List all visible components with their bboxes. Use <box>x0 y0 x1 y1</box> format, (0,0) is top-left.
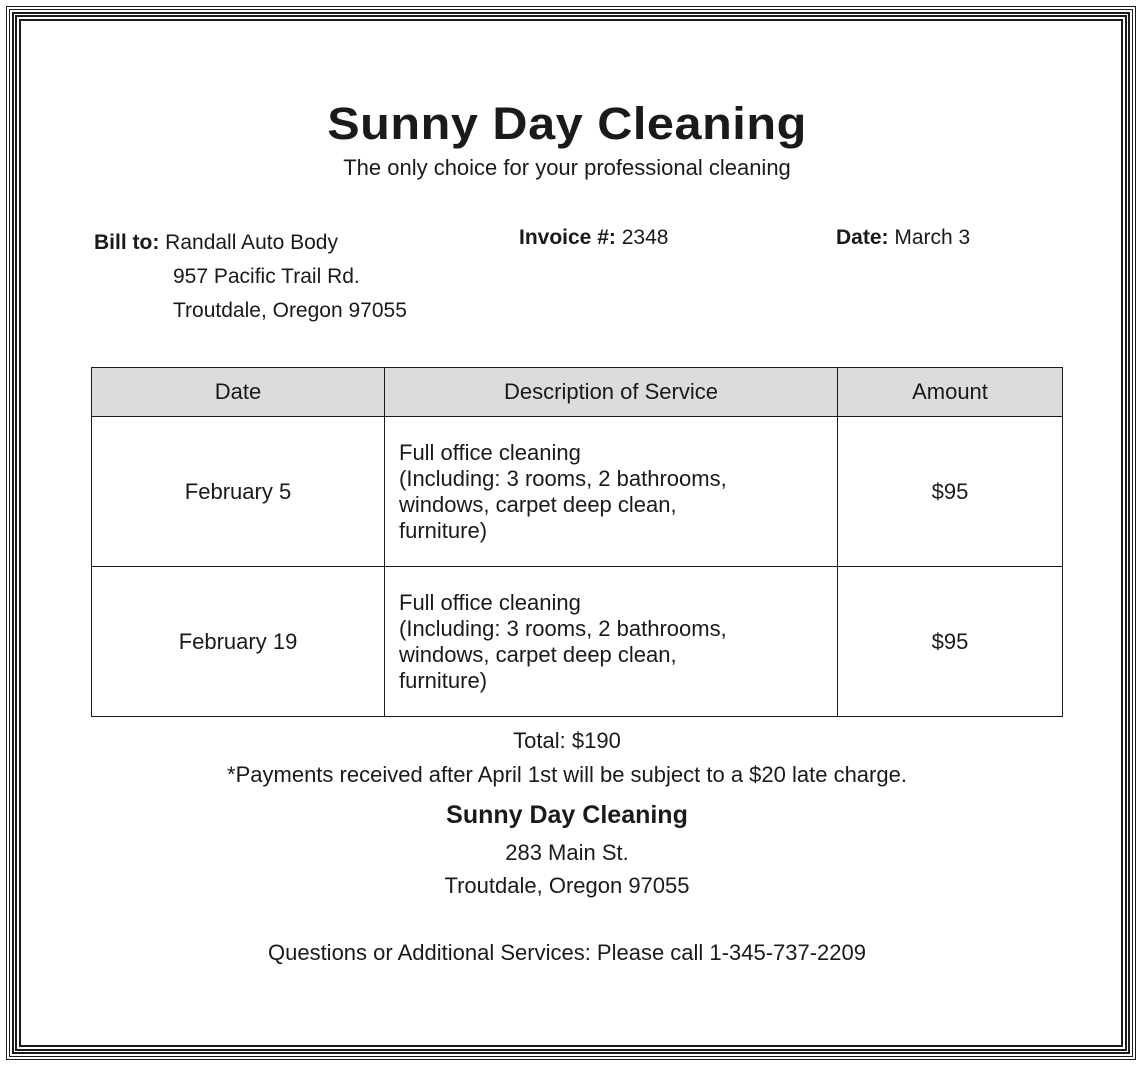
description-line: furniture) <box>399 517 488 543</box>
invoice-value: 2348 <box>621 226 669 249</box>
invoice-total: Total: $190 <box>513 728 621 753</box>
invoice-label: Invoice #: <box>519 226 616 249</box>
row-description <box>385 567 838 717</box>
header-date: Date <box>92 368 385 417</box>
row-amount: $95 <box>838 417 1063 567</box>
description-line: Full office cleaning <box>399 589 581 615</box>
services-table <box>91 367 1063 717</box>
invoice-number <box>519 226 668 250</box>
bill-to-street: 957 Pacific Trail Rd. <box>173 265 360 288</box>
date-value: March 3 <box>894 226 971 249</box>
date-label: Date: <box>836 226 889 249</box>
row-date: February 19 <box>92 567 385 717</box>
bill-to-name: Randall Auto Body <box>165 231 338 254</box>
tagline: The only choice for your professional cleaning <box>343 155 791 180</box>
table-row <box>92 417 1063 567</box>
company-title: Sunny Day Cleaning <box>327 98 807 149</box>
bill-to-label: Bill to: <box>94 231 160 254</box>
footer-city: Troutdale, Oregon 97055 <box>444 873 690 898</box>
description-line: (Including: 3 rooms, 2 bathrooms, <box>399 615 727 641</box>
table-header-row <box>92 368 1063 417</box>
description-line: windows, carpet deep clean, <box>399 641 677 667</box>
description-line: Full office cleaning <box>399 439 581 465</box>
late-charge-note: *Payments received after April 1st will be subject to a $20 late charge. <box>227 762 907 787</box>
header-amount: Amount <box>838 368 1063 417</box>
invoice-date <box>836 226 970 250</box>
footer-company-name: Sunny Day Cleaning <box>446 801 688 829</box>
row-description <box>385 417 838 567</box>
description-line: furniture) <box>399 667 488 693</box>
description-line: windows, carpet deep clean, <box>399 491 677 517</box>
row-amount: $95 <box>838 567 1063 717</box>
description-line: (Including: 3 rooms, 2 bathrooms, <box>399 465 727 491</box>
row-date: February 5 <box>92 417 385 567</box>
contact-line: Questions or Additional Services: Please call 1-345-737-2209 <box>267 940 867 965</box>
bill-to-city: Troutdale, Oregon 97055 <box>173 299 407 322</box>
table-row <box>92 567 1063 717</box>
bill-to-block <box>94 226 407 328</box>
header-description: Description of Service <box>385 368 838 417</box>
footer-street: 283 Main St. <box>505 840 629 865</box>
